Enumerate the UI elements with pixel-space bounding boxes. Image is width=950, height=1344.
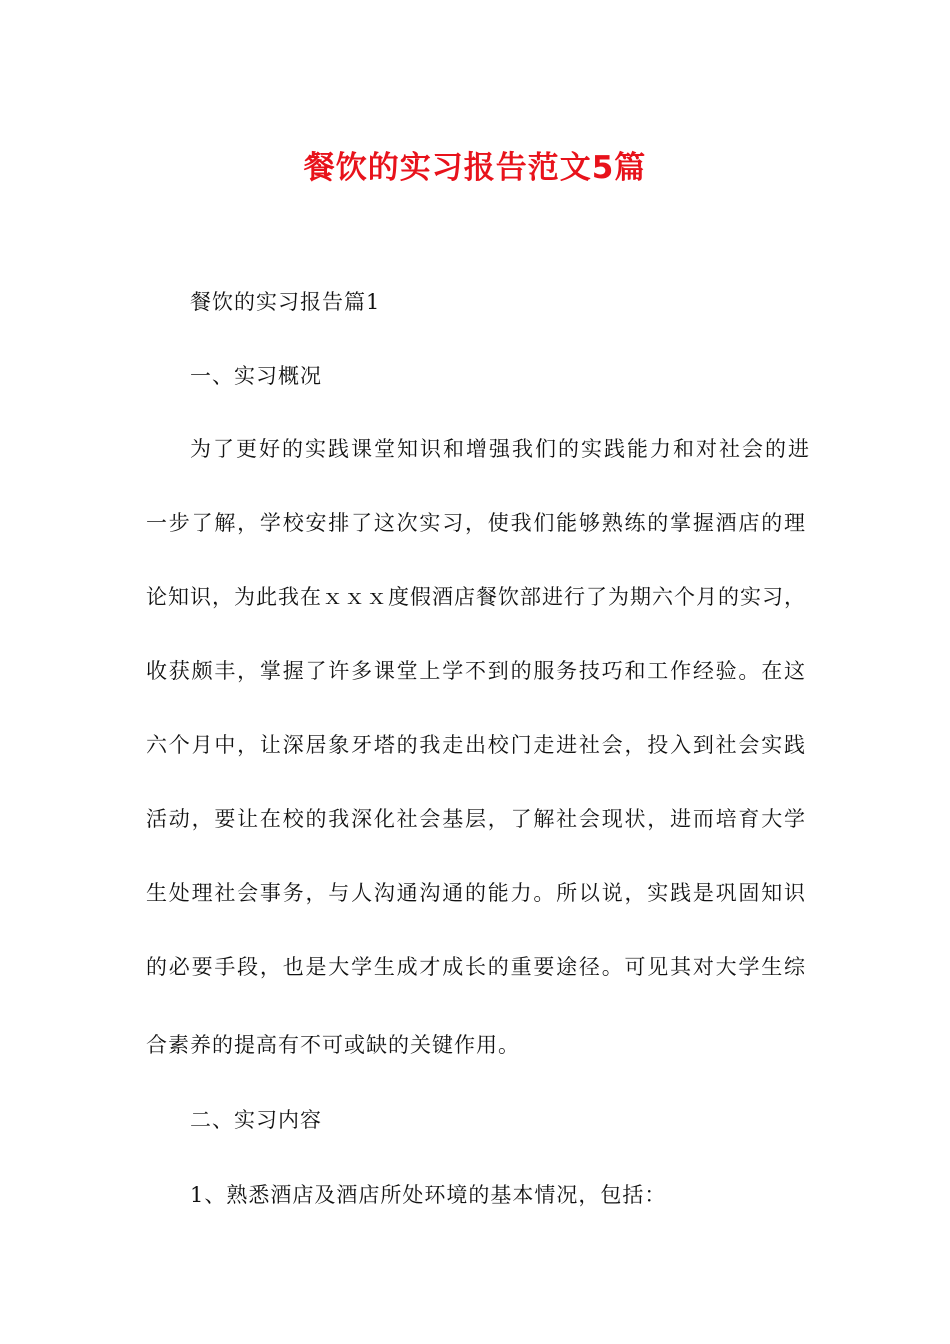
document-title: 餐饮的实习报告范文5篇 xyxy=(303,150,647,186)
paragraph-line: 收获颇丰，掌握了许多课堂上学不到的服务技巧和工作经验。在这 xyxy=(146,659,806,683)
subsection-heading: 一、实习概况 xyxy=(190,364,322,388)
paragraph-line: 论知识，为此我在ｘｘｘ度假酒店餐饮部进行了为期六个月的实习， xyxy=(146,585,806,609)
paragraph-line: 的必要手段，也是大学生成才成长的重要途径。可见其对大学生综 xyxy=(146,955,806,979)
subsection-heading: 二、实习内容 xyxy=(190,1108,322,1132)
section-heading: 餐饮的实习报告篇1 xyxy=(190,290,381,314)
paragraph-line: 合素养的提高有不可或缺的关键作用。 xyxy=(146,1033,520,1057)
list-item: 1、熟悉酒店及酒店所处环境的基本情况，包括： xyxy=(190,1183,667,1207)
paragraph-line: 一步了解，学校安排了这次实习，使我们能够熟练的掌握酒店的理 xyxy=(146,511,806,535)
paragraph-line: 生处理社会事务，与人沟通沟通的能力。所以说，实践是巩固知识 xyxy=(146,881,806,905)
paragraph-line: 六个月中，让深居象牙塔的我走出校门走进社会，投入到社会实践 xyxy=(146,733,806,757)
paragraph-line: 活动，要让在校的我深化社会基层，了解社会现状，进而培育大学 xyxy=(146,807,806,831)
paragraph-line: 为了更好的实践课堂知识和增强我们的实践能力和对社会的进 xyxy=(190,437,810,461)
